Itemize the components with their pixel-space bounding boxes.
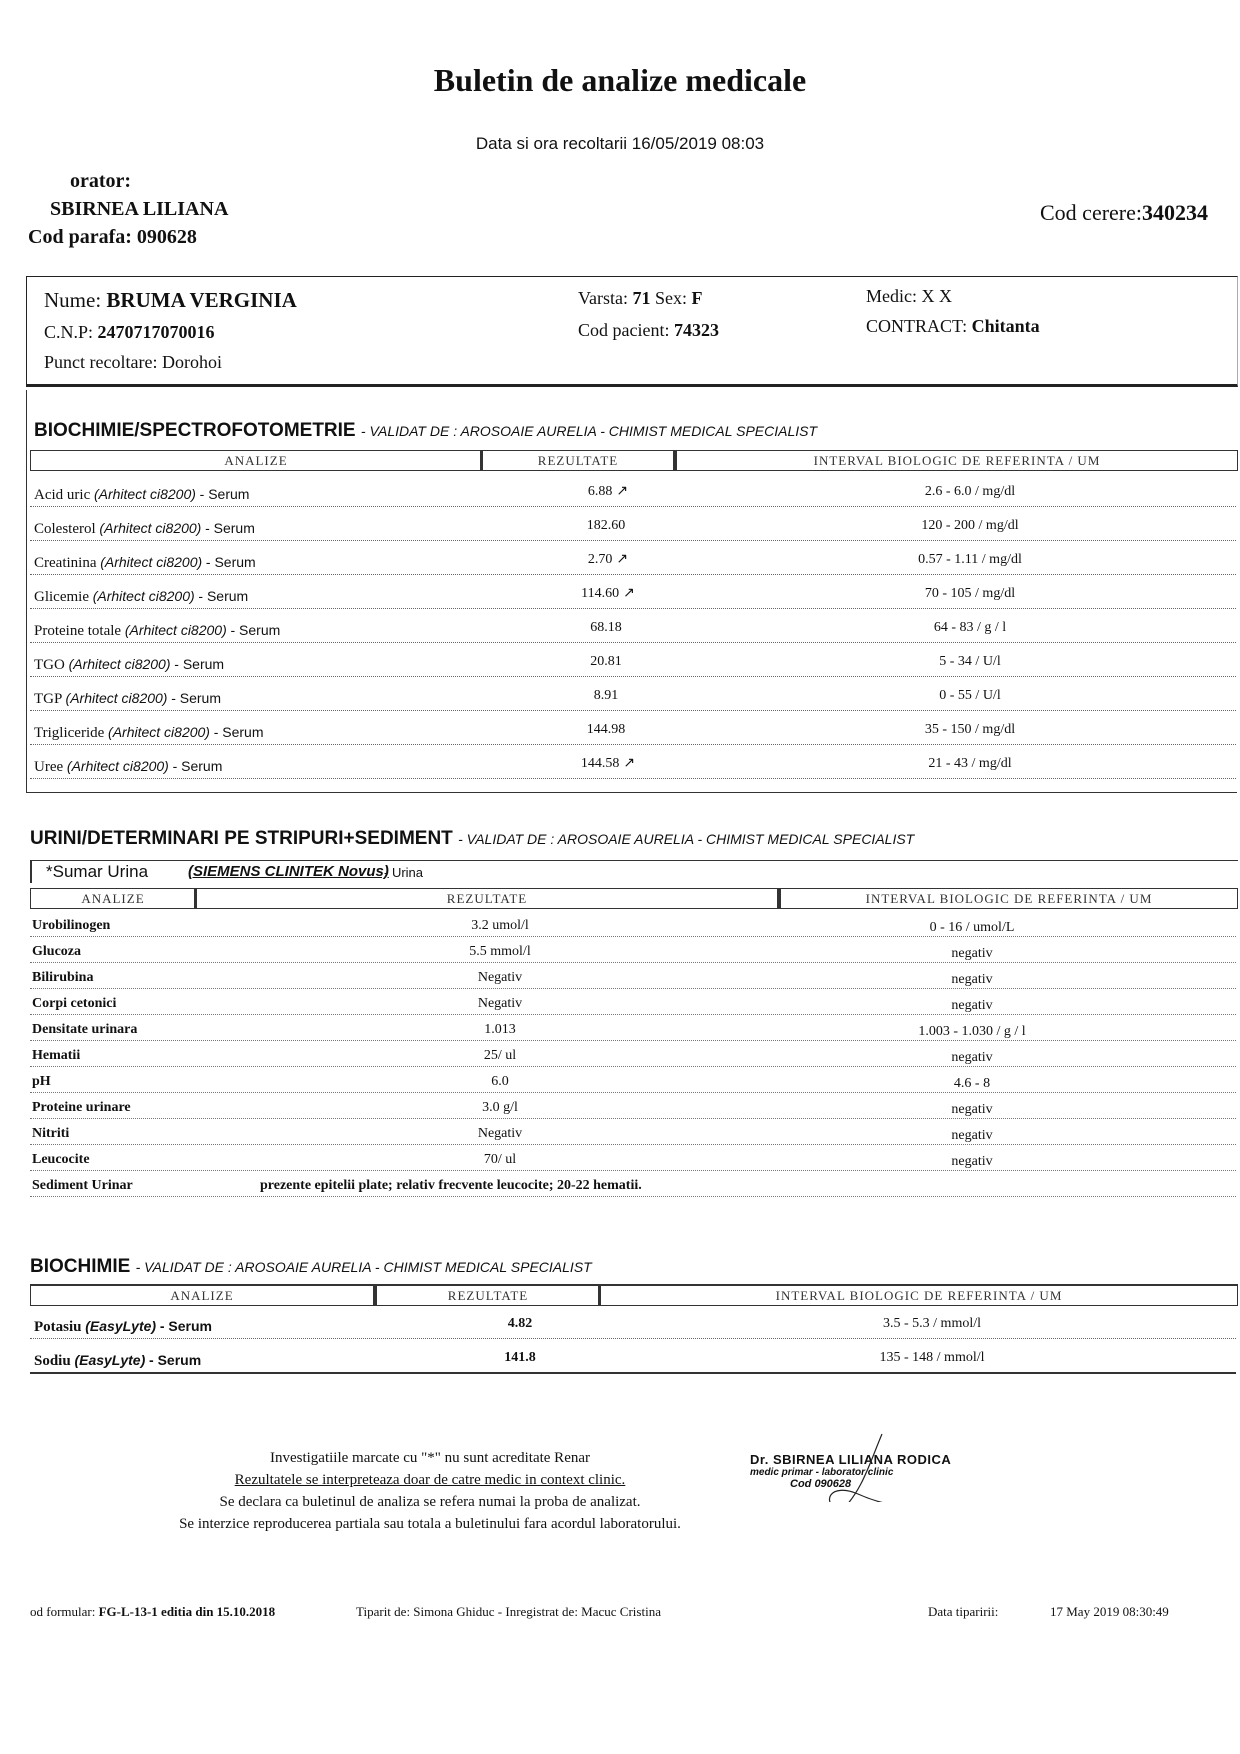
- col-interval-header: INTERVAL BIOLOGIC DE REFERINTA / UM: [778, 888, 1238, 909]
- table-row: [30, 474, 1236, 507]
- col-analize-header: ANALIZE: [30, 450, 482, 471]
- lab-doctor-name: SBIRNEA LILIANA: [50, 198, 229, 220]
- cod-cerere: [1040, 200, 1208, 226]
- lab-role: orator:: [70, 170, 132, 192]
- punct-value: Dorohoi: [161, 352, 222, 372]
- analysis-name: Trigliceride (Arhitect ci8200) - Serum: [34, 724, 264, 741]
- codpac-value: 74323: [673, 320, 719, 340]
- analysis-name: Corpi cetonici: [32, 996, 117, 1011]
- table-row: [30, 712, 1236, 745]
- analysis-name: Glucoza: [32, 944, 81, 959]
- col-rezultate-header: REZULTATE: [194, 888, 778, 909]
- parafa-value: 090628: [136, 226, 197, 248]
- contract-value: Chitanta: [971, 316, 1040, 336]
- analysis-reference: 5 - 34 / U/l: [939, 654, 1001, 669]
- section-urini-title: [30, 828, 914, 850]
- footer-note-interpretation: Rezultatele se interpreteaza doar de catre medic in context clinic.: [234, 1472, 626, 1488]
- analysis-reference: 3.5 - 5.3 / mmol/l: [883, 1316, 981, 1331]
- section-biochimie-title: [30, 1256, 592, 1278]
- analysis-result: 8.91: [593, 688, 619, 703]
- table-row: [30, 1340, 1236, 1374]
- print-date-label: Data tiparirii:: [928, 1604, 999, 1619]
- analysis-name: Leucocite: [32, 1152, 90, 1167]
- analysis-reference: 2.6 - 6.0 / mg/dl: [924, 484, 1016, 499]
- analysis-name: TGP (Arhitect ci8200) - Serum: [34, 690, 222, 707]
- document-title: Buletin de analize medicale: [433, 62, 807, 98]
- analysis-result: Negativ: [477, 1126, 523, 1141]
- analysis-result: 1.013: [484, 1022, 516, 1037]
- name-label: Nume:: [44, 288, 102, 312]
- analysis-result: 182.60: [586, 518, 626, 533]
- analysis-result: 68.18: [590, 620, 622, 635]
- medic-label: Medic:: [866, 286, 917, 306]
- analysis-result: 5.5 mmol/l: [469, 944, 531, 959]
- table-row: [30, 988, 1236, 1015]
- analysis-name: Urobilinogen: [32, 918, 111, 933]
- analysis-reference: negativ: [951, 1102, 993, 1117]
- medic-value: X X: [921, 286, 952, 306]
- table-row: [30, 910, 1236, 937]
- print-date-value: 17 May 2019 08:30:49: [1050, 1604, 1169, 1619]
- analysis-result: 144.58 ↗: [580, 756, 636, 771]
- name-value: BRUMA VERGINIA: [106, 288, 297, 312]
- contract-label: CONTRACT:: [866, 316, 968, 336]
- cerere-label: Cod cerere:: [1040, 200, 1142, 225]
- formular-label: od formular:: [30, 1604, 96, 1619]
- analysis-result: 3.0 g/l: [482, 1100, 518, 1115]
- analysis-reference: 21 - 43 / mg/dl: [928, 756, 1012, 771]
- sumar-label: *Sumar Urina: [46, 862, 149, 881]
- table-row: [30, 644, 1236, 677]
- table-row: [30, 542, 1236, 575]
- analysis-reference: 0.57 - 1.11 / mg/dl: [918, 552, 1022, 567]
- col-interval-header: INTERVAL BIOLOGIC DE REFERINTA / UM: [674, 450, 1238, 471]
- analysis-reference: 70 - 105 / mg/dl: [924, 586, 1016, 601]
- parafa-code: [28, 226, 197, 249]
- section-title-text: BIOCHIMIE/SPECTROFOTOMETRIE: [34, 420, 356, 441]
- col-analize-header: ANALIZE: [30, 888, 196, 909]
- analysis-name: Bilirubina: [32, 970, 94, 985]
- table-row: [30, 746, 1236, 779]
- analysis-result: 25/ ul: [483, 1048, 517, 1063]
- table-row: [30, 1306, 1236, 1339]
- punct-label: Punct recoltare:: [44, 352, 158, 372]
- section-title-text: URINI/DETERMINARI PE STRIPURI+SEDIMENT: [30, 828, 453, 849]
- sumar-instrument: (SIEMENS CLINITEK Novus): [188, 863, 389, 880]
- footer-note-sample: Se declara ca buletinul de analiza se refera numai la proba de analizat.: [219, 1494, 641, 1510]
- analysis-reference: 1.003 - 1.030 / g / l: [918, 1024, 1026, 1039]
- analysis-reference: 35 - 150 / mg/dl: [924, 722, 1016, 737]
- analysis-name: Potasiu (EasyLyte) - Serum: [34, 1318, 212, 1335]
- stamp-title: medic primar - laborator clinic: [750, 1467, 894, 1478]
- analysis-result: 144.98: [586, 722, 626, 737]
- collection-datetime: Data si ora recoltarii 16/05/2019 08:03: [475, 134, 765, 153]
- analysis-name: pH: [32, 1074, 51, 1089]
- high-flag-icon: ↗: [623, 756, 636, 771]
- analysis-result: 4.82: [507, 1316, 533, 1331]
- patient-cnp: [44, 322, 215, 343]
- analysis-reference: negativ: [951, 998, 993, 1013]
- codpac-label: Cod pacient:: [578, 320, 670, 340]
- analysis-result: 20.81: [590, 654, 622, 669]
- analysis-result: Negativ: [477, 970, 523, 985]
- col-analize-header: ANALIZE: [30, 1284, 374, 1306]
- high-flag-icon: ↗: [616, 484, 629, 499]
- patient-medic: [866, 286, 952, 307]
- table-row: [30, 678, 1236, 711]
- analysis-name: Hematii: [32, 1048, 81, 1063]
- analysis-result: Negativ: [477, 996, 523, 1011]
- analysis-reference: 135 - 148 / mmol/l: [879, 1350, 985, 1365]
- table-row: [30, 576, 1236, 609]
- patient-name: [44, 288, 297, 313]
- table-row: [30, 962, 1236, 989]
- analysis-name: Proteine totale (Arhitect ci8200) - Serum: [34, 622, 281, 639]
- high-flag-icon: ↗: [623, 586, 635, 601]
- signature-stamp: [750, 1452, 1010, 1490]
- analysis-reference: negativ: [951, 1154, 993, 1169]
- table-row: [30, 1118, 1236, 1145]
- table-row: [30, 1040, 1236, 1067]
- patient-punct: [44, 352, 222, 373]
- footer-note-renar: Investigatiile marcate cu "*" nu sunt acreditate Renar: [269, 1450, 591, 1466]
- analysis-name: TGO (Arhitect ci8200) - Serum: [34, 656, 225, 673]
- signature-scribble-icon: [770, 1432, 970, 1502]
- analysis-name: Sodiu (EasyLyte) - Serum: [34, 1352, 202, 1369]
- analysis-reference: negativ: [951, 1128, 993, 1143]
- varsta-value: 71: [632, 288, 651, 308]
- sediment-label: Sediment Urinar: [32, 1178, 133, 1193]
- patient-cod: [578, 320, 719, 341]
- analysis-name: Colesterol (Arhitect ci8200) - Serum: [34, 520, 255, 537]
- cnp-value: 2470717070016: [97, 322, 215, 342]
- analysis-reference: negativ: [951, 1050, 993, 1065]
- analysis-result: 2.70 ↗: [587, 552, 629, 567]
- stamp-code: Cod 090628: [790, 1478, 852, 1490]
- analysis-reference: 120 - 200 / mg/dl: [921, 518, 1019, 533]
- table-row: [30, 936, 1236, 963]
- sex-value: F: [691, 288, 703, 308]
- section-title-text: BIOCHIMIE: [30, 1256, 131, 1277]
- analysis-reference: 0 - 55 / U/l: [939, 688, 1001, 703]
- analysis-result: 6.0: [491, 1074, 509, 1089]
- analysis-reference: 64 - 83 / g / l: [933, 620, 1007, 635]
- sex-label: Sex:: [654, 288, 687, 308]
- analysis-name: Acid uric (Arhitect ci8200) - Serum: [34, 486, 250, 503]
- table-row: [30, 1144, 1236, 1171]
- footer-note-reproduction: Se interzice reproducerea partiala sau totala a buletinului fara acordul laboratorului.: [179, 1516, 681, 1532]
- cnp-label: C.N.P:: [44, 322, 94, 342]
- analysis-reference: negativ: [951, 946, 993, 961]
- cerere-value: 340234: [1142, 200, 1208, 225]
- section-validat: - VALIDAT DE : AROSOAIE AURELIA - CHIMIST MEDICAL SPECIALIST: [458, 831, 915, 847]
- analysis-name: Glicemie (Arhitect ci8200) - Serum: [34, 588, 249, 605]
- section-biochimie-spectro-title: [34, 420, 817, 442]
- col-rezultate-header: REZULTATE: [480, 450, 674, 471]
- col-rezultate-header: REZULTATE: [374, 1284, 600, 1306]
- table-row: [30, 1092, 1236, 1119]
- patient-varsta-sex: [578, 288, 703, 309]
- section-validat: - VALIDAT DE : AROSOAIE AURELIA - CHIMIST MEDICAL SPECIALIST: [135, 1259, 592, 1275]
- sediment-row: [30, 1170, 1236, 1197]
- analysis-result: 114.60 ↗: [581, 586, 635, 601]
- analysis-reference: 4.6 - 8: [953, 1076, 991, 1091]
- form-code: [30, 1604, 275, 1620]
- sumar-sample: - Urina: [384, 865, 424, 880]
- analysis-name: Uree (Arhitect ci8200) - Serum: [34, 758, 223, 775]
- table-row: [30, 508, 1236, 541]
- varsta-label: Varsta:: [578, 288, 628, 308]
- stamp-name: Dr. SBIRNEA LILIANA RODICA: [750, 1452, 952, 1467]
- patient-contract: [866, 316, 1040, 337]
- table-row: [30, 1066, 1236, 1093]
- analysis-result: 70/ ul: [483, 1152, 517, 1167]
- sediment-value: prezente epitelii plate; relativ frecvente leucocite; 20-22 hematii.: [260, 1178, 642, 1193]
- analysis-reference: negativ: [951, 972, 993, 987]
- analysis-name: Nitriti: [32, 1126, 70, 1141]
- table-row: [30, 1014, 1236, 1041]
- analysis-name: Densitate urinara: [32, 1022, 138, 1037]
- analysis-result: 6.88 ↗: [587, 484, 629, 499]
- analysis-reference: 0 - 16 / umol/L: [929, 920, 1015, 935]
- section-validat: - VALIDAT DE : AROSOAIE AURELIA - CHIMIST MEDICAL SPECIALIST: [360, 423, 818, 439]
- printed-by: Tiparit de: Simona Ghiduc - Inregistrat de: Macuc Cristina: [356, 1604, 661, 1619]
- parafa-label: Cod parafa:: [28, 226, 132, 248]
- high-flag-icon: ↗: [616, 552, 629, 567]
- table-row: [30, 610, 1236, 643]
- analysis-name: Creatinina (Arhitect ci8200) - Serum: [34, 554, 256, 571]
- analysis-name: Proteine urinare: [32, 1100, 131, 1115]
- analysis-result: 3.2 umol/l: [471, 918, 529, 933]
- col-interval-header: INTERVAL BIOLOGIC DE REFERINTA / UM: [598, 1284, 1238, 1306]
- sumar-urina-header: [30, 860, 1238, 883]
- formular-value: FG-L-13-1 editia din 15.10.2018: [98, 1604, 276, 1619]
- analysis-result: 141.8: [504, 1350, 536, 1365]
